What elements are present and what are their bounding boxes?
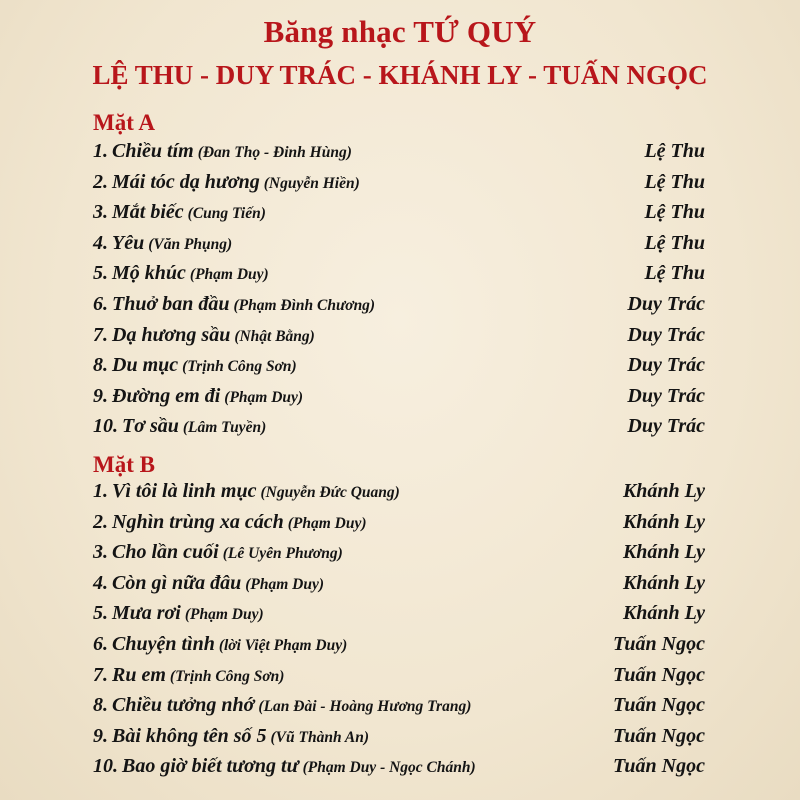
track-number: 2. [93, 170, 108, 193]
track-row [0, 324, 800, 355]
track-singer: Tuấn Ngọc [612, 755, 705, 778]
track-row [0, 232, 800, 263]
track-row [0, 293, 800, 324]
track-number: 7. [93, 663, 108, 686]
track-singer: Duy Trác [627, 415, 705, 438]
track-singer: Khánh Ly [622, 480, 705, 502]
track-title: Bao giờ biết tương tư [122, 755, 299, 778]
track-song [93, 633, 347, 656]
album-title: Băng nhạc TỨ QUÝ [263, 14, 537, 49]
track-title: Mắt biếc [112, 201, 184, 224]
track-row [0, 725, 800, 756]
side-b-heading: Mặt B [93, 452, 155, 477]
track-composer: (Lâm Tuyền) [182, 419, 267, 437]
track-song [93, 354, 297, 377]
track-song [93, 324, 315, 347]
track-composer: (Lê Uyên Phương) [222, 545, 343, 563]
track-number: 10. [93, 415, 118, 438]
track-singer: Tuấn Ngọc [612, 632, 705, 655]
track-title: Nghìn trùng xa cách [112, 510, 284, 533]
track-number: 3. [93, 201, 108, 224]
track-singer: Tuấn Ngọc [612, 724, 705, 747]
track-number: 9. [93, 724, 108, 747]
track-composer: (Nhật Bằng) [234, 327, 315, 345]
track-singer: Khánh Ly [622, 541, 705, 564]
track-song [93, 694, 471, 717]
track-row [0, 664, 800, 695]
side-a-heading: Mặt A [93, 110, 155, 135]
track-song [93, 480, 400, 503]
track-number: 8. [93, 694, 108, 717]
track-song [93, 602, 264, 625]
track-singer: Duy Trác [627, 384, 705, 407]
track-composer: (Lan Đài - Hoàng Hương Trang) [258, 698, 472, 716]
track-composer: (lời Việt Phạm Duy) [218, 636, 348, 654]
track-composer: (Phạm Duy) [224, 388, 304, 406]
track-singer: Tuấn Ngọc [612, 663, 705, 686]
track-composer: (Phạm Duy) [189, 266, 269, 284]
track-title: Đường em đi [112, 384, 221, 407]
track-composer: (Đan Thọ - Đinh Hùng) [197, 144, 352, 161]
track-song [93, 171, 360, 194]
track-composer: (Phạm Duy - Ngọc Chánh) [302, 759, 476, 777]
track-title: Vì tôi là linh mục [112, 480, 257, 502]
track-title: Tơ sầu [122, 415, 179, 438]
track-row [0, 602, 800, 633]
track-row [0, 755, 800, 786]
track-number: 2. [93, 510, 108, 533]
track-number: 6. [93, 292, 108, 315]
track-number: 5. [93, 602, 108, 625]
track-title: Yêu [112, 231, 145, 254]
track-song [93, 262, 269, 285]
track-number: 1. [93, 480, 108, 502]
track-composer: (Cung Tiến) [187, 205, 266, 223]
track-title: Dạ hương sầu [112, 323, 231, 346]
track-song [93, 511, 367, 534]
album-artists: LỆ THU - DUY TRÁC - KHÁNH LY - TUẤN NGỌC [92, 60, 708, 90]
track-title: Chiều tím [112, 140, 194, 162]
track-number: 6. [93, 632, 108, 655]
track-title: Chuyện tình [112, 632, 215, 655]
track-title: Chiều tưởng nhớ [112, 694, 255, 717]
track-number: 9. [93, 384, 108, 407]
track-title: Còn gì nữa đâu [112, 571, 242, 594]
track-composer: (Văn Phụng) [148, 235, 233, 253]
track-singer: Duy Trác [627, 354, 705, 377]
track-number: 10. [93, 755, 118, 778]
track-row [0, 262, 800, 293]
track-singer: Khánh Ly [622, 510, 705, 533]
track-number: 8. [93, 354, 108, 377]
track-composer: (Phạm Đình Chương) [233, 296, 376, 314]
track-composer: (Phạm Duy) [184, 606, 264, 624]
track-number: 3. [93, 541, 108, 564]
track-title: Du mục [112, 354, 179, 377]
track-title: Thuở ban đầu [112, 292, 230, 315]
track-composer: (Trịnh Công Sơn) [182, 358, 297, 376]
track-song [93, 385, 303, 408]
track-number: 1. [93, 140, 108, 162]
track-song [93, 664, 284, 687]
side-a-track-list [0, 140, 800, 446]
track-number: 4. [93, 571, 108, 594]
track-row [0, 201, 800, 232]
track-song [93, 140, 352, 163]
track-song [93, 572, 324, 595]
track-number: 4. [93, 231, 108, 254]
track-singer: Tuấn Ngọc [612, 694, 705, 717]
track-singer: Duy Trác [627, 292, 705, 315]
track-row [0, 480, 800, 511]
track-row [0, 694, 800, 725]
track-composer: (Vũ Thành An) [270, 728, 369, 746]
track-song [93, 201, 266, 224]
track-singer: Lệ Thu [644, 231, 705, 254]
track-singer: Lệ Thu [644, 201, 705, 224]
track-song [93, 415, 266, 438]
track-singer: Lệ Thu [644, 170, 705, 193]
track-title: Ru em [112, 663, 166, 686]
track-singer: Khánh Ly [622, 602, 705, 625]
track-row [0, 385, 800, 416]
track-song [93, 541, 343, 564]
track-composer: (Phạm Duy) [245, 575, 325, 593]
track-composer: (Trịnh Công Sơn) [169, 667, 285, 685]
track-row [0, 140, 800, 171]
track-row [0, 171, 800, 202]
track-row [0, 633, 800, 664]
track-row [0, 541, 800, 572]
track-number: 7. [93, 323, 108, 346]
track-composer: (Nguyễn Hiền) [263, 174, 360, 192]
track-title: Bài không tên số 5 [112, 724, 267, 747]
track-song [93, 232, 232, 255]
track-singer: Lệ Thu [644, 140, 705, 162]
track-song [93, 725, 369, 748]
track-song [93, 293, 375, 316]
track-composer: (Nguyễn Đức Quang) [260, 484, 400, 501]
track-row [0, 354, 800, 385]
track-singer: Khánh Ly [622, 571, 705, 594]
track-singer: Lệ Thu [644, 262, 705, 285]
track-row [0, 572, 800, 603]
track-title: Cho lần cuối [112, 541, 219, 564]
track-title: Mộ khúc [112, 262, 186, 285]
track-row [0, 511, 800, 542]
side-b-track-list [0, 480, 800, 786]
track-title: Mái tóc dạ hương [112, 170, 260, 193]
track-composer: (Phạm Duy) [287, 514, 367, 532]
track-number: 5. [93, 262, 108, 285]
track-song [93, 755, 476, 778]
track-singer: Duy Trác [627, 323, 705, 346]
track-row [0, 415, 800, 446]
track-title: Mưa rơi [112, 602, 181, 625]
